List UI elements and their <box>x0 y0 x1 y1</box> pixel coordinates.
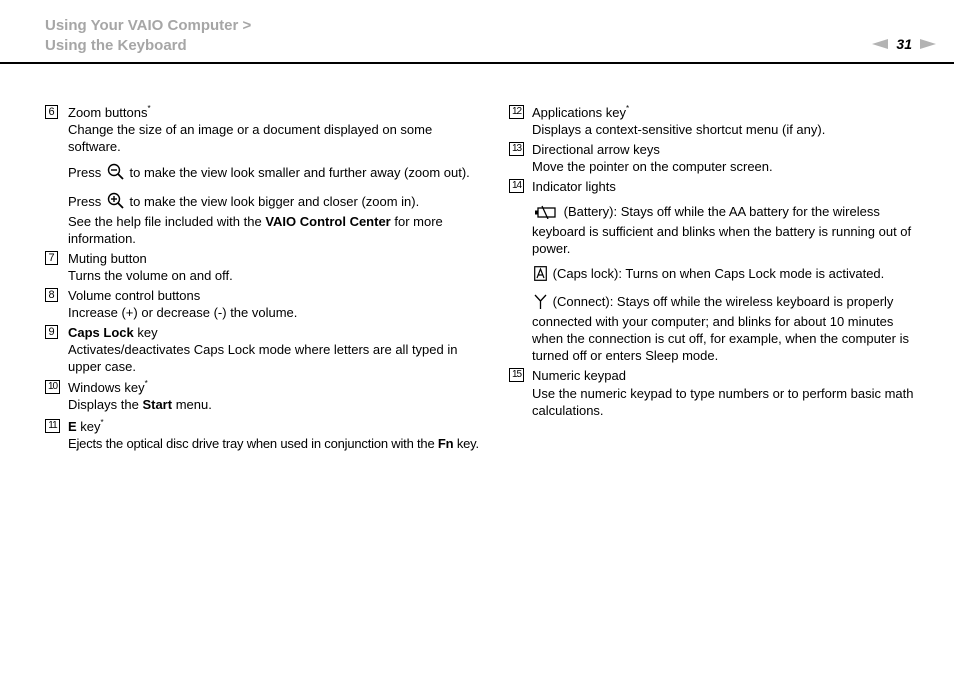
item-number-badge: 8 <box>45 288 58 302</box>
right-column <box>509 104 914 422</box>
battery-indicator-text: (Battery): Stays off while the AA battery for the wireless keyboard is sufficient and blinks when the battery is running out of power. <box>532 204 912 256</box>
list-item-e-key <box>45 418 485 452</box>
breadcrumb-page[interactable]: Using the Keyboard <box>45 37 187 54</box>
item-number-badge: 14 <box>509 179 524 193</box>
page-navigation <box>872 36 936 52</box>
item-description: Move the pointer on the computer screen. <box>532 159 773 174</box>
item-title: E key* <box>68 418 104 434</box>
breadcrumb <box>45 16 251 56</box>
zoom-out-icon <box>107 163 124 184</box>
item-number-badge: 12 <box>509 105 524 119</box>
item-description: Turns the volume on and off. <box>68 268 233 283</box>
item-number-badge: 15 <box>509 368 524 382</box>
connect-icon <box>534 294 547 313</box>
item-title: Numeric keypad <box>532 368 626 383</box>
list-item-indicator-lights <box>509 178 914 364</box>
item-title: Directional arrow keys <box>532 142 660 157</box>
item-description: Displays a context-sensitive shortcut menu (if any). <box>532 122 826 137</box>
item-number-badge: 9 <box>45 325 58 339</box>
connect-indicator-text: (Connect): Stays off while the wireless keyboard is properly connected with your computer; and blinks for about 10 minutes when the connection is cut off, for example, when the computer is turned off or enters Sleep mode. <box>532 294 909 363</box>
help-note: See the help file included with the VAIO Control Center for more information. <box>68 214 443 246</box>
item-description: Increase (+) or decrease (-) the volume. <box>68 305 298 320</box>
zoom-out-line: Press to make the view look smaller and further away (zoom out). <box>68 163 485 184</box>
list-item-muting-button <box>45 250 485 284</box>
item-number-badge: 13 <box>509 142 524 156</box>
list-item-windows-key: 10 Windows key* Displays the Start menu. <box>45 379 485 413</box>
breadcrumb-section[interactable]: Using Your VAIO Computer > <box>45 17 252 34</box>
battery-icon <box>534 205 558 223</box>
item-title: Muting button <box>68 251 147 266</box>
prev-page-arrow-icon[interactable] <box>872 39 888 49</box>
item-description: Use the numeric keypad to type numbers or to perform basic math calculations. <box>532 386 914 418</box>
zoom-in-icon <box>107 192 124 213</box>
item-description: Change the size of an image or a document displayed on some software. <box>68 122 433 154</box>
list-item-zoom-buttons: 6 Zoom buttons* Change the size of an image or a document displayed on some software. Press to make the view look smaller and further away (zoom out). Press to make the view look bigger and closer (zoom in). See the help file included with the VAIO Control Center for more information. <box>45 104 485 247</box>
caps-lock-icon <box>534 266 547 285</box>
list-item-volume-buttons <box>45 287 485 321</box>
item-number-badge: 7 <box>45 251 58 265</box>
item-number-badge: 11 <box>45 419 60 433</box>
list-item-applications-key: 12 Applications key* Displays a context-sensitive shortcut menu (if any). <box>509 104 914 138</box>
item-title: Caps Lock key <box>68 325 158 340</box>
item-title: Indicator lights <box>532 179 616 194</box>
item-description: Displays the Start menu. <box>68 397 212 412</box>
item-title: Volume control buttons <box>68 288 201 303</box>
zoom-in-line: Press to make the view look bigger and closer (zoom in). <box>68 192 485 213</box>
item-description: Ejects the optical disc drive tray when used in conjunction with the Fn key. <box>68 436 479 451</box>
header-divider <box>0 62 954 64</box>
left-column <box>45 104 485 455</box>
page-number: 31 <box>896 36 912 52</box>
item-title: Windows key <box>68 380 145 395</box>
item-number-badge: 6 <box>45 105 58 119</box>
item-number-badge: 10 <box>45 380 60 394</box>
item-title: Zoom buttons <box>68 105 148 120</box>
caps-lock-indicator-text: (Caps lock): Turns on when Caps Lock mode is activated. <box>532 265 914 285</box>
item-description: Activates/deactivates Caps Lock mode where letters are all typed in upper case. <box>68 342 458 374</box>
list-item-numeric-keypad <box>509 367 914 419</box>
next-page-arrow-icon[interactable] <box>920 39 936 49</box>
list-item-caps-lock-key <box>45 324 485 375</box>
item-title: Applications key <box>532 105 626 120</box>
list-item-arrow-keys <box>509 141 914 175</box>
